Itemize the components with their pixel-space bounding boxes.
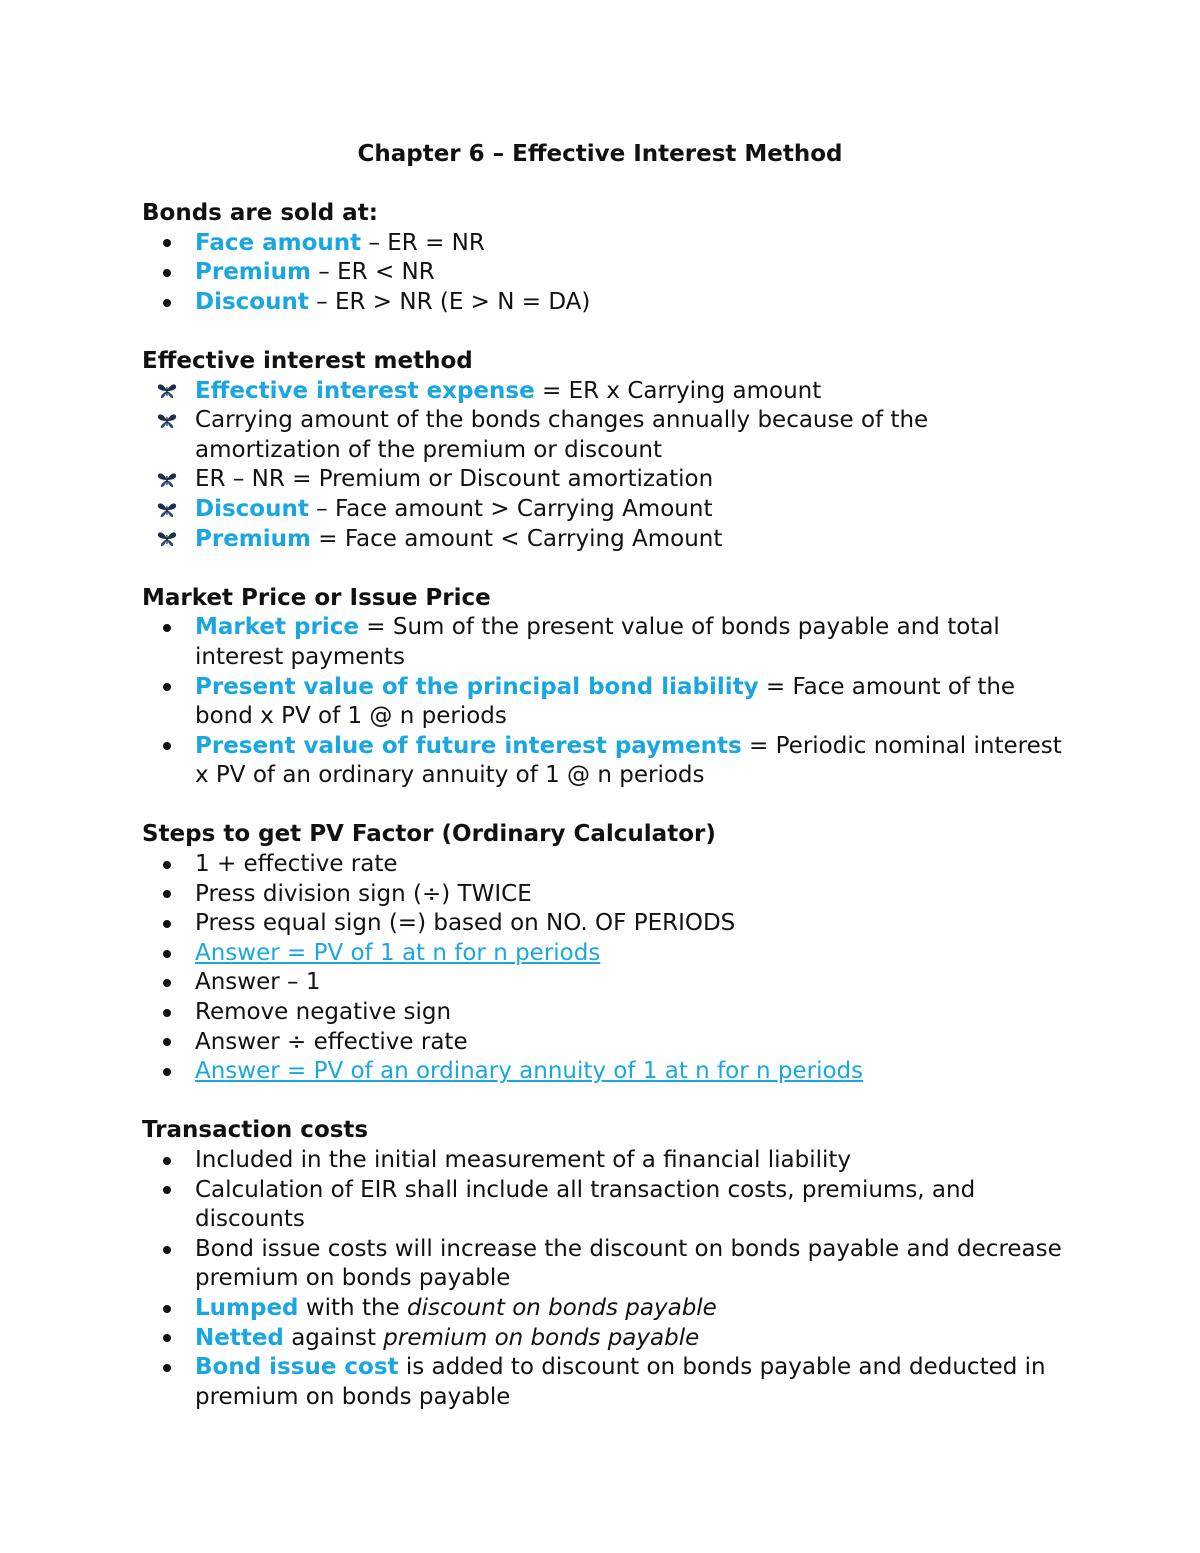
butterfly-icon: [157, 501, 177, 519]
italic-text: discount on bonds payable: [407, 1294, 717, 1321]
bullet-dot-icon: [157, 258, 177, 288]
underlined-answer-link[interactable]: Answer = PV of 1 at n for n periods: [195, 939, 601, 966]
list-item: [142, 229, 1062, 259]
section: [142, 1116, 1070, 1412]
highlighted-term: Discount: [195, 288, 309, 315]
bullet-dot-icon: [157, 880, 177, 910]
bullet-dot-icon: [157, 613, 177, 643]
item-text: with the: [298, 1294, 408, 1321]
section: [142, 584, 1070, 791]
item-text: Answer – 1: [195, 969, 321, 996]
list-item: [142, 850, 1062, 880]
item-text: – ER > NR (E > N = DA): [308, 288, 591, 315]
bullet-dot-icon: [157, 1294, 177, 1324]
highlighted-term: Premium: [195, 525, 311, 552]
list-item: [142, 998, 1062, 1028]
bullet-dot-icon: [157, 850, 177, 880]
list-item: [142, 613, 1062, 672]
list-item: [142, 1176, 1062, 1235]
list-item: [142, 377, 1062, 407]
bullet-list: [142, 377, 1062, 555]
item-text: – ER = NR: [361, 229, 485, 256]
highlighted-term: Effective interest expense: [195, 377, 535, 404]
list-item: [142, 968, 1062, 998]
list-item: [142, 909, 1062, 939]
bullet-dot-icon: [157, 732, 177, 762]
list-item: [142, 1028, 1062, 1058]
item-text: ER – NR = Premium or Discount amortization: [195, 466, 714, 493]
section: [142, 347, 1062, 554]
bullet-dot-icon: [157, 998, 177, 1028]
butterfly-bullet-icon: [157, 465, 177, 495]
highlighted-term: Lumped: [195, 1294, 299, 1321]
list-item: [142, 525, 1062, 555]
list-item: [142, 406, 1062, 465]
highlighted-term: Face amount: [195, 229, 362, 256]
item-text: 1 + effective rate: [195, 851, 398, 878]
section-heading: Transaction costs: [142, 1117, 369, 1144]
document-body: [142, 199, 1070, 1442]
list-item: [142, 673, 1062, 732]
highlighted-term: Netted: [195, 1324, 284, 1351]
bullet-dot-icon: [157, 1353, 177, 1383]
list-item: [142, 1146, 1062, 1176]
butterfly-bullet-icon: [157, 406, 177, 436]
item-text: = Sum of the present value of bonds payable and total interest payments: [195, 614, 1008, 670]
list-item: [142, 288, 1062, 318]
bullet-dot-icon: [157, 1028, 177, 1058]
item-text: = Face amount < Carrying Amount: [311, 525, 723, 552]
list-item: [142, 939, 1062, 969]
butterfly-icon: [157, 530, 177, 548]
highlighted-term: Present value of future interest payments: [195, 732, 742, 759]
bullet-list: [142, 850, 1062, 1087]
item-text: – ER < NR: [311, 259, 435, 286]
list-item: [142, 1294, 1062, 1324]
bullet-dot-icon: [157, 288, 177, 318]
section-heading: Bonds are sold at:: [142, 200, 378, 226]
item-text: = ER x Carrying amount: [534, 377, 822, 404]
list-item: [142, 1235, 1070, 1294]
list-item: [142, 1353, 1062, 1412]
list-item: [142, 880, 1062, 910]
bullet-list: [142, 1146, 1070, 1412]
item-text: Included in the initial measurement of a financial liability: [195, 1147, 852, 1173]
item-text: Bond issue costs will increase the discount on bonds payable and decrease premium on bonds payable: [195, 1235, 1070, 1292]
bullet-dot-icon: [157, 229, 177, 259]
underlined-answer-link[interactable]: Answer = PV of an ordinary annuity of 1 at n for n periods: [195, 1058, 864, 1085]
bullet-dot-icon: [157, 1235, 177, 1265]
section: [142, 199, 1062, 317]
bullet-list: [142, 229, 1062, 318]
bullet-list: [142, 613, 1070, 791]
list-item: [142, 495, 1062, 525]
item-text: = Face amount of the bond x PV of 1 @ n periods: [195, 673, 1023, 730]
item-text: Press equal sign (=) based on NO. OF PERIODS: [195, 910, 736, 937]
item-text: against: [283, 1324, 384, 1351]
italic-text: premium on bonds payable: [383, 1324, 700, 1351]
item-text: Carrying amount of the bonds changes annually because of the amortization of the premium or discount: [195, 407, 936, 463]
butterfly-icon: [157, 382, 177, 400]
list-item: [142, 1057, 1062, 1087]
highlighted-term: Market price: [195, 614, 359, 641]
butterfly-icon: [157, 471, 177, 489]
bullet-dot-icon: [157, 673, 177, 703]
item-text: Answer ÷ effective rate: [195, 1028, 468, 1055]
bullet-dot-icon: [157, 909, 177, 939]
butterfly-bullet-icon: [157, 495, 177, 525]
item-text: = Periodic nominal interest x PV of an ordinary annuity of 1 @ n periods: [195, 732, 1070, 789]
list-item: [142, 258, 1062, 288]
butterfly-icon: [157, 412, 177, 430]
highlighted-term: Bond issue cost: [195, 1354, 399, 1381]
bullet-dot-icon: [157, 1324, 177, 1354]
item-text: is added to discount on bonds payable and deducted in premium on bonds payable: [195, 1354, 1053, 1410]
bullet-dot-icon: [157, 1057, 177, 1087]
list-item: [142, 1324, 1062, 1354]
item-text: Calculation of EIR shall include all transaction costs, premiums, and discounts: [195, 1176, 983, 1233]
bullet-dot-icon: [157, 1146, 177, 1176]
section-heading: Market Price or Issue Price: [142, 584, 491, 611]
highlighted-term: Discount: [195, 495, 309, 522]
butterfly-bullet-icon: [157, 377, 177, 407]
item-text: Remove negative sign: [195, 999, 452, 1026]
item-text: – Face amount > Carrying Amount: [308, 495, 713, 522]
bullet-dot-icon: [157, 1176, 177, 1206]
section-heading: Steps to get PV Factor (Ordinary Calculator): [142, 821, 716, 848]
section-heading: Effective interest method: [142, 347, 473, 374]
bullet-dot-icon: [157, 939, 177, 969]
butterfly-bullet-icon: [157, 525, 177, 555]
bullet-dot-icon: [157, 968, 177, 998]
highlighted-term: Present value of the principal bond liability: [195, 673, 759, 700]
page-title: Chapter 6 – Effective Interest Method: [357, 141, 843, 167]
highlighted-term: Premium: [195, 259, 311, 286]
item-text: Press division sign (÷) TWICE: [195, 880, 532, 907]
section: [142, 820, 1062, 1086]
list-item: [142, 465, 1062, 495]
list-item: [142, 732, 1070, 791]
